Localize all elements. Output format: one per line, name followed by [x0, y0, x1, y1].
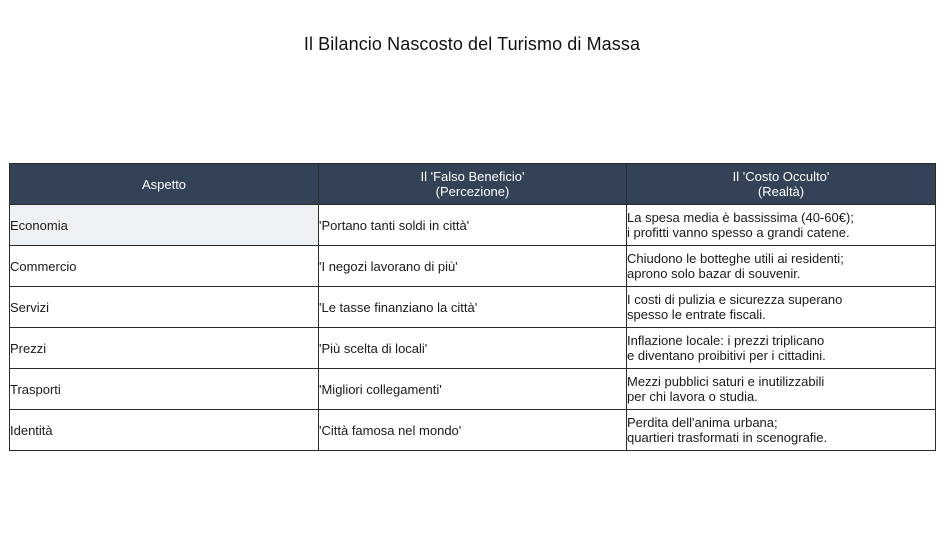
reality-line: Perdita dell'anima urbana; — [627, 415, 778, 430]
reality-cell — [627, 287, 936, 328]
reality-cell — [627, 410, 936, 451]
table-body — [10, 205, 936, 451]
header-perception — [319, 164, 627, 205]
table-row — [10, 205, 936, 246]
header-reality — [627, 164, 936, 205]
page-title: Il Bilancio Nascosto del Turismo di Massa — [303, 34, 641, 54]
header-perception-line1: Il 'Falso Beneficio' — [420, 169, 525, 184]
table-row — [10, 369, 936, 410]
aspect-cell: Servizi — [10, 287, 319, 328]
perception-cell: 'Città famosa nel mondo' — [319, 410, 627, 451]
reality-line: per chi lavora o studia. — [627, 389, 758, 404]
reality-line: La spesa media è bassissima (40-60€); — [627, 210, 854, 225]
reality-line: spesso le entrate fiscali. — [627, 307, 766, 322]
perception-cell: 'I negozi lavorano di più' — [319, 246, 627, 287]
perception-cell: 'Le tasse finanziano la città' — [319, 287, 627, 328]
reality-line: Mezzi pubblici saturi e inutilizzabili — [627, 374, 825, 389]
header-aspect-label: Aspetto — [141, 176, 187, 192]
table-row — [10, 246, 936, 287]
aspect-cell: Commercio — [10, 246, 319, 287]
perception-cell: 'Più scelta di locali' — [319, 328, 627, 369]
table-header — [10, 164, 936, 205]
header-row — [10, 164, 936, 205]
header-perception-line2: (Percezione) — [435, 184, 510, 199]
reality-cell — [627, 369, 936, 410]
perception-cell: 'Portano tanti soldi in città' — [319, 205, 627, 246]
aspect-cell: Prezzi — [10, 328, 319, 369]
header-reality-line2: (Realtà) — [757, 184, 805, 199]
reality-line: i profitti vanno spesso a grandi catene. — [627, 225, 850, 240]
table-row — [10, 328, 936, 369]
aspect-cell: Trasporti — [10, 369, 319, 410]
comparison-table — [9, 163, 936, 451]
aspect-cell: Identità — [10, 410, 319, 451]
reality-line: I costi di pulizia e sicurezza superano — [627, 292, 843, 307]
reality-line: Chiudono le botteghe utili ai residenti; — [627, 251, 844, 266]
perception-cell: 'Migliori collegamenti' — [319, 369, 627, 410]
header-aspect — [10, 164, 319, 205]
reality-cell — [627, 205, 936, 246]
reality-cell — [627, 246, 936, 287]
table-row — [10, 287, 936, 328]
reality-cell — [627, 328, 936, 369]
reality-line: Inflazione locale: i prezzi triplicano — [627, 333, 825, 348]
aspect-cell: Economia — [10, 205, 319, 246]
reality-line: e diventano proibitivi per i cittadini. — [627, 348, 826, 363]
header-reality-line1: Il 'Costo Occulto' — [732, 169, 830, 184]
reality-line: aprono solo bazar di souvenir. — [627, 266, 801, 281]
table-row — [10, 410, 936, 451]
reality-line: quartieri trasformati in scenografie. — [627, 430, 828, 445]
